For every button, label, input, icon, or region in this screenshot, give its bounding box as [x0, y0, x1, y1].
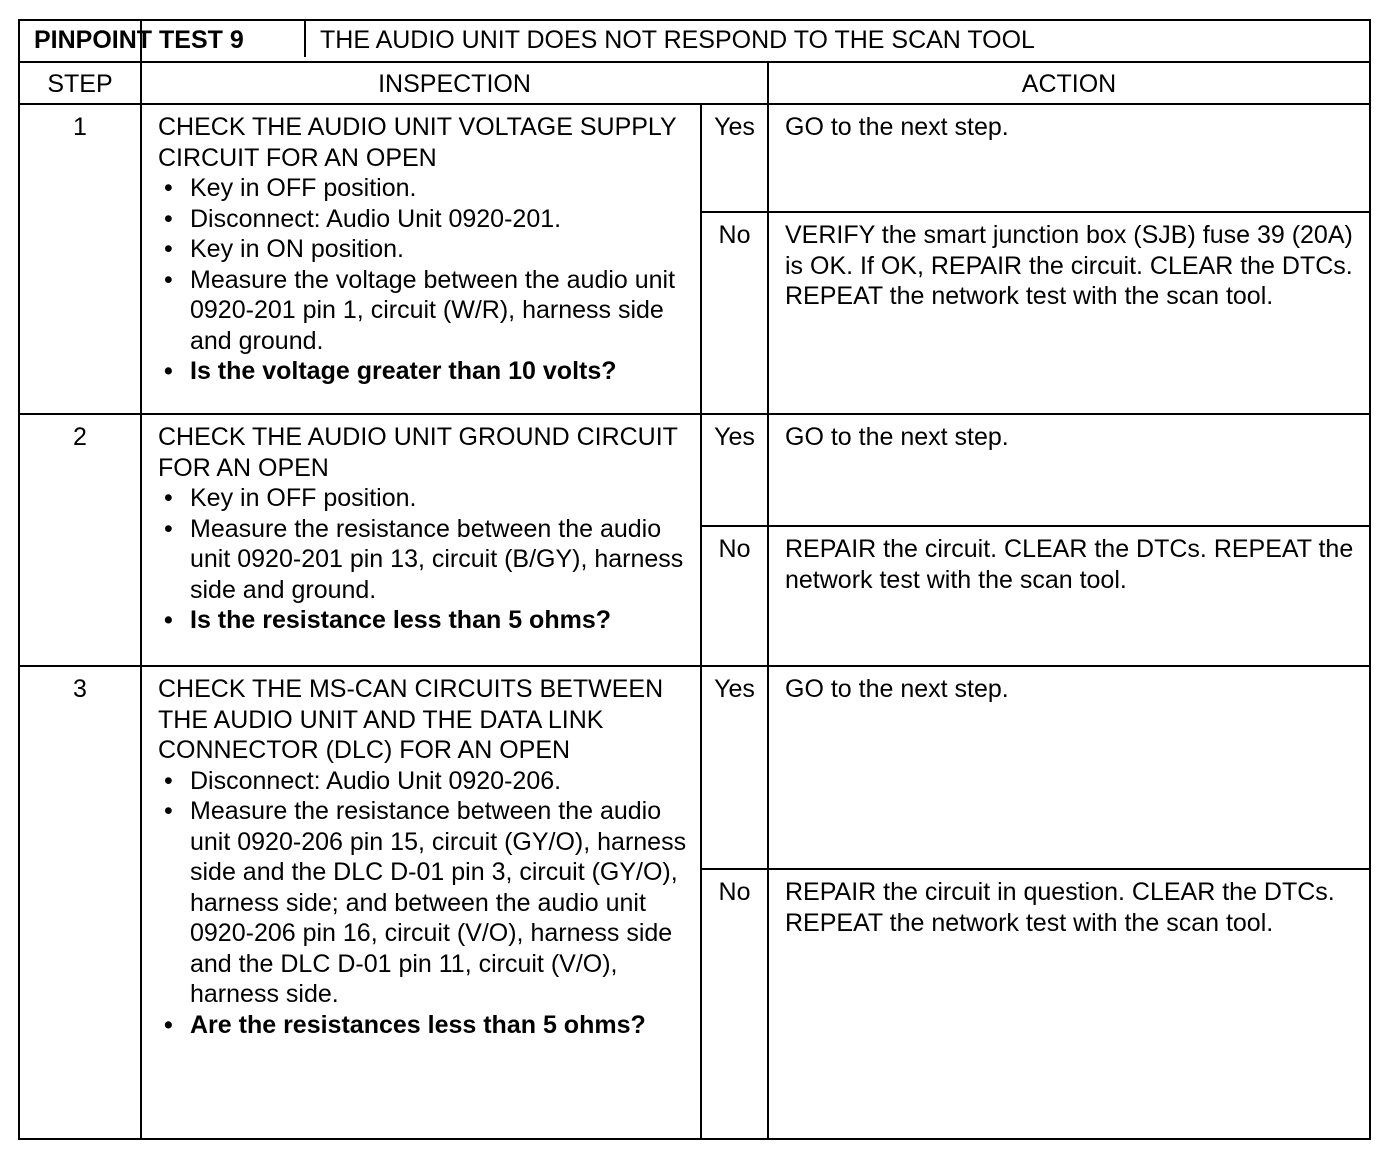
inspection-cell: [141, 666, 701, 1139]
step-number: 2: [19, 414, 141, 666]
inspection-item: • Key in OFF position.: [158, 173, 690, 204]
inspection-list: [158, 483, 690, 636]
column-header-step: STEP: [19, 62, 141, 104]
no-action: REPAIR the circuit. CLEAR the DTCs. REPEAT the network test with the scan tool.: [768, 526, 1370, 666]
yes-action: GO to the next step.: [768, 414, 1370, 526]
inspection-item: • Measure the resistance between the audio unit 0920-201 pin 13, circuit (B/GY), harness side and ground.: [158, 514, 690, 606]
yes-label: Yes: [701, 104, 768, 212]
step-row-3-yes: [19, 666, 1370, 869]
pinpoint-test-document: [18, 19, 1369, 1140]
column-header-action: ACTION: [768, 62, 1370, 104]
step-row-2-yes: [19, 414, 1370, 526]
step-row-1-yes: [19, 104, 1370, 212]
inspection-cell: [141, 104, 701, 414]
inspection-item: • Disconnect: Audio Unit 0920-206.: [158, 766, 690, 797]
inspection-title: CHECK THE AUDIO UNIT GROUND CIRCUIT FOR AN OPEN: [158, 423, 678, 482]
inspection-item: • Measure the resistance between the audio unit 0920-206 pin 15, circuit (GY/O), harness side and the DLC D-01 pin 3, circuit (GY/O), harness side; and between the audio unit 0920-206 pin 16, circuit (V/O), harness side and the DLC D-01 pin 11, circuit (V/O), harness side.: [158, 796, 690, 1010]
test-title: THE AUDIO UNIT DOES NOT RESPOND TO THE SCAN TOOL: [304, 21, 1035, 57]
inspection-item: • Key in OFF position.: [158, 483, 690, 514]
title-row: [19, 20, 1370, 62]
no-action: VERIFY the smart junction box (SJB) fuse 39 (20A) is OK. If OK, REPAIR the circuit. CLEAR the DTCs. REPEAT the network test with the scan tool.: [768, 212, 1370, 414]
inspection-list: [158, 766, 690, 1041]
no-label: No: [701, 526, 768, 666]
yes-label: Yes: [701, 414, 768, 526]
inspection-title: CHECK THE MS-CAN CIRCUITS BETWEEN THE AUDIO UNIT AND THE DATA LINK CONNECTOR (DLC) FOR AN OPEN: [158, 675, 664, 764]
test-id: PINPOINT TEST 9: [19, 20, 141, 62]
pinpoint-test-table: [18, 19, 1371, 1140]
no-action: REPAIR the circuit in question. CLEAR the DTCs. REPEAT the network test with the scan tool.: [768, 869, 1370, 1139]
inspection-title: CHECK THE AUDIO UNIT VOLTAGE SUPPLY CIRCUIT FOR AN OPEN: [158, 113, 677, 172]
step-number: 1: [19, 104, 141, 414]
inspection-question: • Is the resistance less than 5 ohms?: [158, 605, 690, 636]
inspection-question: • Is the voltage greater than 10 volts?: [158, 356, 690, 387]
column-header-row: [19, 62, 1370, 104]
no-label: No: [701, 212, 768, 414]
yes-action: GO to the next step.: [768, 104, 1370, 212]
no-label: No: [701, 869, 768, 1139]
inspection-item: • Disconnect: Audio Unit 0920-201.: [158, 204, 690, 235]
column-header-inspection: INSPECTION: [141, 62, 768, 104]
inspection-item: • Key in ON position.: [158, 234, 690, 265]
inspection-cell: [141, 414, 701, 666]
yes-action: GO to the next step.: [768, 666, 1370, 869]
inspection-item: • Measure the voltage between the audio unit 0920-201 pin 1, circuit (W/R), harness side and ground.: [158, 265, 690, 357]
step-number: 3: [19, 666, 141, 1139]
test-title-cell: [141, 20, 1370, 62]
inspection-question: • Are the resistances less than 5 ohms?: [158, 1010, 690, 1041]
yes-label: Yes: [701, 666, 768, 869]
inspection-list: [158, 173, 690, 387]
